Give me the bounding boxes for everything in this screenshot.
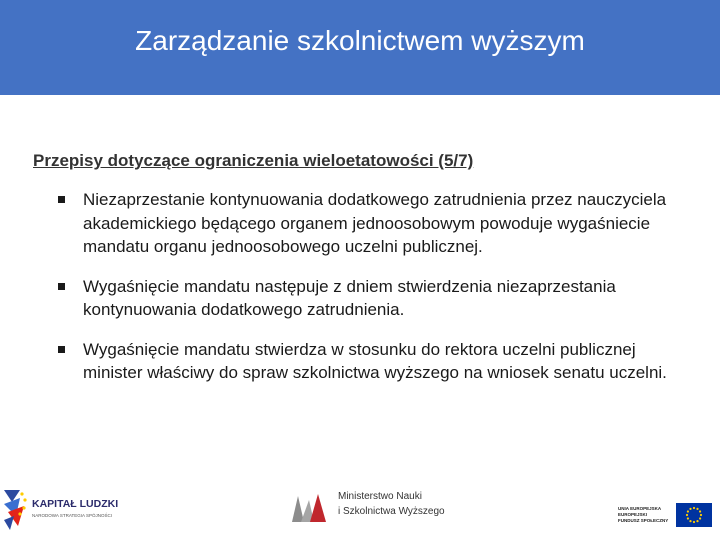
bullet-item	[33, 188, 693, 259]
kapital-ludzki-emblem-icon	[2, 482, 30, 532]
eu-label-line3: FUNDUSZ SPOŁECZNY	[618, 518, 669, 523]
eu-label	[618, 506, 668, 524]
footer-logos	[0, 470, 720, 540]
bullet-text: Niezaprzestanie kontynuowania dodatkowego zatrudnienia przez nauczyciela akademickiego będącego organem jednoosobowym powoduje wygaśniecie mandatu organu jednoosobowego uczelni publicznej.	[83, 190, 667, 256]
ministry-emblem-icon	[292, 492, 330, 524]
square-bullet-icon	[58, 196, 65, 203]
eu-flag-icon	[676, 503, 712, 527]
kapital-ludzki-subtitle: NARODOWA STRATEGIA SPÓJNOŚCI	[32, 513, 113, 518]
eu-label-line2: EUROPEJSKI	[618, 512, 648, 517]
bullet-text: Wygaśnięcie mandatu następuje z dniem stwierdzenia niezaprzestania kontynuowania dodatkowego zatrudnienia.	[83, 276, 616, 319]
ministry-name-line2: i Szkolnictwa Wyższego	[338, 506, 445, 517]
slide-content	[33, 150, 693, 401]
bullet-text: Wygaśnięcie mandatu stwierdza w stosunku do rektora uczelni publicznej minister właściwy do spraw szkolnictwa wyższego na wniosek senatu uczelni.	[83, 339, 667, 382]
kapital-ludzki-logo	[2, 476, 127, 531]
square-bullet-icon	[58, 283, 65, 290]
bullet-item	[33, 275, 693, 322]
section-heading: Przepisy dotyczące ograniczenia wieloetatowości (5/7)	[33, 151, 474, 170]
eu-label-line1: UNIA EUROPEJSKA	[618, 506, 662, 511]
eu-logo	[616, 500, 716, 530]
kapital-ludzki-title: KAPITAŁ LUDZKI	[32, 498, 119, 510]
ministry-name-line1: Ministerstwo Nauki	[338, 491, 422, 502]
slide-title: Zarządzanie szkolnictwem wyższym	[135, 24, 585, 56]
ministry-logo	[292, 488, 445, 528]
bullet-list	[33, 188, 693, 385]
bullet-item	[33, 338, 693, 385]
title-bar	[0, 0, 720, 95]
square-bullet-icon	[58, 346, 65, 353]
